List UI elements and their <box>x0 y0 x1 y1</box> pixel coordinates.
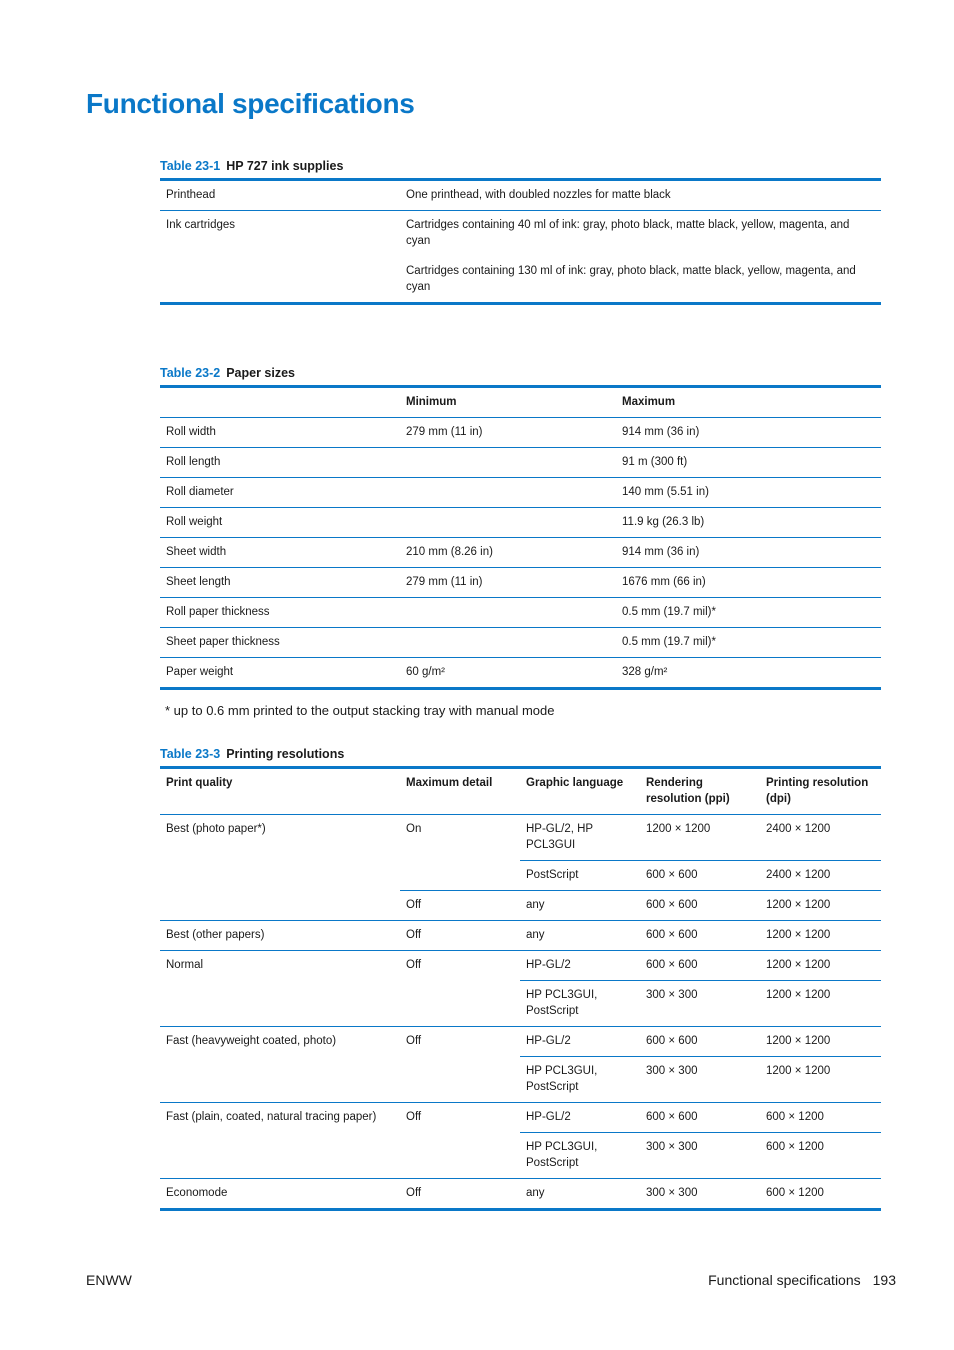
maximum-detail-cell: On <box>400 815 520 891</box>
print-quality-cell: Best (other papers) <box>160 921 400 951</box>
column-header: Graphic language <box>520 768 640 815</box>
table-cell: Sheet width <box>160 538 400 568</box>
rendering-cell: 1200 × 1200 <box>640 815 760 861</box>
header-row <box>160 768 881 815</box>
table-row <box>160 815 881 861</box>
table-cell: Roll length <box>160 448 400 478</box>
table-row <box>160 211 881 304</box>
footer-left: ENWW <box>86 1272 132 1288</box>
table-cell: 328 g/m² <box>622 666 668 678</box>
column-header: Maximum <box>616 387 881 418</box>
table-printing-resolutions <box>160 746 881 1211</box>
language-cell: HP PCL3GUI, PostScript <box>520 1133 640 1179</box>
table-cell: 60 g/m² <box>406 666 445 678</box>
table-row <box>160 418 881 448</box>
table-caption <box>160 365 881 385</box>
footnote: * up to 0.6 mm printed to the output stacking tray with manual mode <box>165 703 555 718</box>
language-cell: HP PCL3GUI, PostScript <box>520 1057 640 1103</box>
language-cell: HP PCL3GUI, PostScript <box>520 981 640 1027</box>
rendering-cell: 300 × 300 <box>640 1133 760 1179</box>
table-row <box>160 448 881 478</box>
table-number: Table 23-2 <box>160 366 221 380</box>
table-cell: 11.9 kg (26.3 lb) <box>616 508 881 538</box>
ink-supplies-table <box>160 178 881 305</box>
rendering-cell: 600 × 600 <box>640 1103 760 1133</box>
table-number: Table 23-3 <box>160 747 221 761</box>
row-value <box>400 180 881 211</box>
table-cell <box>400 628 616 658</box>
table-row <box>160 1027 881 1057</box>
language-cell: HP-GL/2, HP PCL3GUI <box>520 815 640 861</box>
printing-cell: 1200 × 1200 <box>760 921 881 951</box>
table-cell: 210 mm (8.26 in) <box>400 538 616 568</box>
printing-cell: 1200 × 1200 <box>760 951 881 981</box>
row-label: Printhead <box>160 180 400 211</box>
table-title: Paper sizes <box>226 366 296 380</box>
rendering-cell: 600 × 600 <box>640 1027 760 1057</box>
table-cell: Roll weight <box>160 508 400 538</box>
row-value <box>400 211 881 304</box>
printing-cell: 1200 × 1200 <box>760 891 881 921</box>
footer-right <box>708 1272 896 1288</box>
rendering-cell: 300 × 300 <box>646 1187 698 1199</box>
printing-cell: 600 × 1200 <box>766 1187 824 1199</box>
print-quality-cell: Fast (plain, coated, natural tracing paper) <box>160 1103 400 1179</box>
table-cell: 0.5 mm (19.7 mil)* <box>616 628 881 658</box>
column-header <box>160 387 400 418</box>
column-header: Maximum detail <box>400 768 520 815</box>
paper-sizes-table <box>160 385 881 690</box>
table-cell: 1676 mm (66 in) <box>616 568 881 598</box>
rendering-cell: 300 × 300 <box>640 1057 760 1103</box>
table-row <box>160 478 881 508</box>
language-cell: any <box>526 1187 545 1199</box>
table-cell: 140 mm (5.51 in) <box>616 478 881 508</box>
table-cell: 91 m (300 ft) <box>616 448 881 478</box>
print-quality-cell: Normal <box>160 951 400 1027</box>
language-cell: HP-GL/2 <box>520 1103 640 1133</box>
table-cell: 914 mm (36 in) <box>616 538 881 568</box>
table-ink-supplies <box>160 158 881 305</box>
cell-paragraph: One printhead, with doubled nozzles for matte black <box>406 189 671 201</box>
cell-paragraph: Cartridges containing 40 ml of ink: gray, photo black, matte black, yellow, magenta, and cyan <box>406 219 850 247</box>
language-cell: HP-GL/2 <box>520 1027 640 1057</box>
table-cell <box>400 478 616 508</box>
language-cell: HP-GL/2 <box>520 951 640 981</box>
maximum-detail-cell: Off <box>400 951 520 1027</box>
table-cell: 279 mm (11 in) <box>400 568 616 598</box>
row-label: Ink cartridges <box>166 219 236 231</box>
table-cell: Roll diameter <box>160 478 400 508</box>
table-row <box>160 180 881 211</box>
rendering-cell: 600 × 600 <box>640 921 760 951</box>
printing-resolutions-table <box>160 766 881 1211</box>
table-cell: 0.5 mm (19.7 mil)* <box>616 598 881 628</box>
column-header: Print quality <box>160 768 400 815</box>
maximum-detail-cell: Off <box>400 1027 520 1103</box>
maximum-detail-cell: Off <box>406 1187 422 1199</box>
table-paper-sizes <box>160 365 881 690</box>
printing-cell: 600 × 1200 <box>760 1103 881 1133</box>
footer-section: Functional specifications <box>708 1272 861 1288</box>
printing-cell: 2400 × 1200 <box>760 861 881 891</box>
table-cell: Roll paper thickness <box>160 598 400 628</box>
page-number: 193 <box>872 1272 896 1288</box>
table-title: HP 727 ink supplies <box>226 159 344 173</box>
page-title: Functional specifications <box>86 88 415 119</box>
table-cell: Sheet paper thickness <box>160 628 400 658</box>
maximum-detail-cell: Off <box>400 921 520 951</box>
table-caption <box>160 746 881 766</box>
printing-cell: 1200 × 1200 <box>760 981 881 1027</box>
printing-cell: 2400 × 1200 <box>760 815 881 861</box>
table-row <box>160 921 881 951</box>
rendering-cell: 300 × 300 <box>640 981 760 1027</box>
rendering-cell: 600 × 600 <box>640 951 760 981</box>
table-row <box>160 951 881 981</box>
table-row <box>160 508 881 538</box>
column-header: Printing resolution (dpi) <box>760 768 881 815</box>
table-row <box>160 658 881 689</box>
table-cell: 914 mm (36 in) <box>616 418 881 448</box>
table-row <box>160 598 881 628</box>
table-row <box>160 1103 881 1133</box>
table-row <box>160 538 881 568</box>
printing-cell: 1200 × 1200 <box>760 1057 881 1103</box>
table-row <box>160 628 881 658</box>
language-cell: any <box>520 921 640 951</box>
maximum-detail-cell: Off <box>400 891 520 921</box>
printing-cell: 1200 × 1200 <box>760 1027 881 1057</box>
table-cell <box>400 598 616 628</box>
cell-paragraph: Cartridges containing 130 ml of ink: gray, photo black, matte black, yellow, magenta, and cyan <box>406 265 856 293</box>
column-header: Rendering resolution (ppi) <box>640 768 760 815</box>
header-row <box>160 387 881 418</box>
print-quality-cell: Fast (heavyweight coated, photo) <box>160 1027 400 1103</box>
rendering-cell: 600 × 600 <box>640 891 760 921</box>
maximum-detail-cell: Off <box>400 1103 520 1179</box>
table-row <box>160 1179 881 1210</box>
table-cell: Roll width <box>160 418 400 448</box>
table-cell <box>400 508 616 538</box>
language-cell: PostScript <box>520 861 640 891</box>
table-caption <box>160 158 881 178</box>
table-row <box>160 568 881 598</box>
language-cell: any <box>520 891 640 921</box>
table-cell <box>400 448 616 478</box>
print-quality-cell: Economode <box>166 1187 228 1199</box>
rendering-cell: 600 × 600 <box>640 861 760 891</box>
print-quality-cell: Best (photo paper*) <box>160 815 400 921</box>
table-cell: Paper weight <box>166 666 234 678</box>
table-number: Table 23-1 <box>160 159 221 173</box>
column-header: Minimum <box>400 387 616 418</box>
printing-cell: 600 × 1200 <box>760 1133 881 1179</box>
table-title: Printing resolutions <box>226 747 345 761</box>
table-cell: 279 mm (11 in) <box>400 418 616 448</box>
table-cell: Sheet length <box>160 568 400 598</box>
